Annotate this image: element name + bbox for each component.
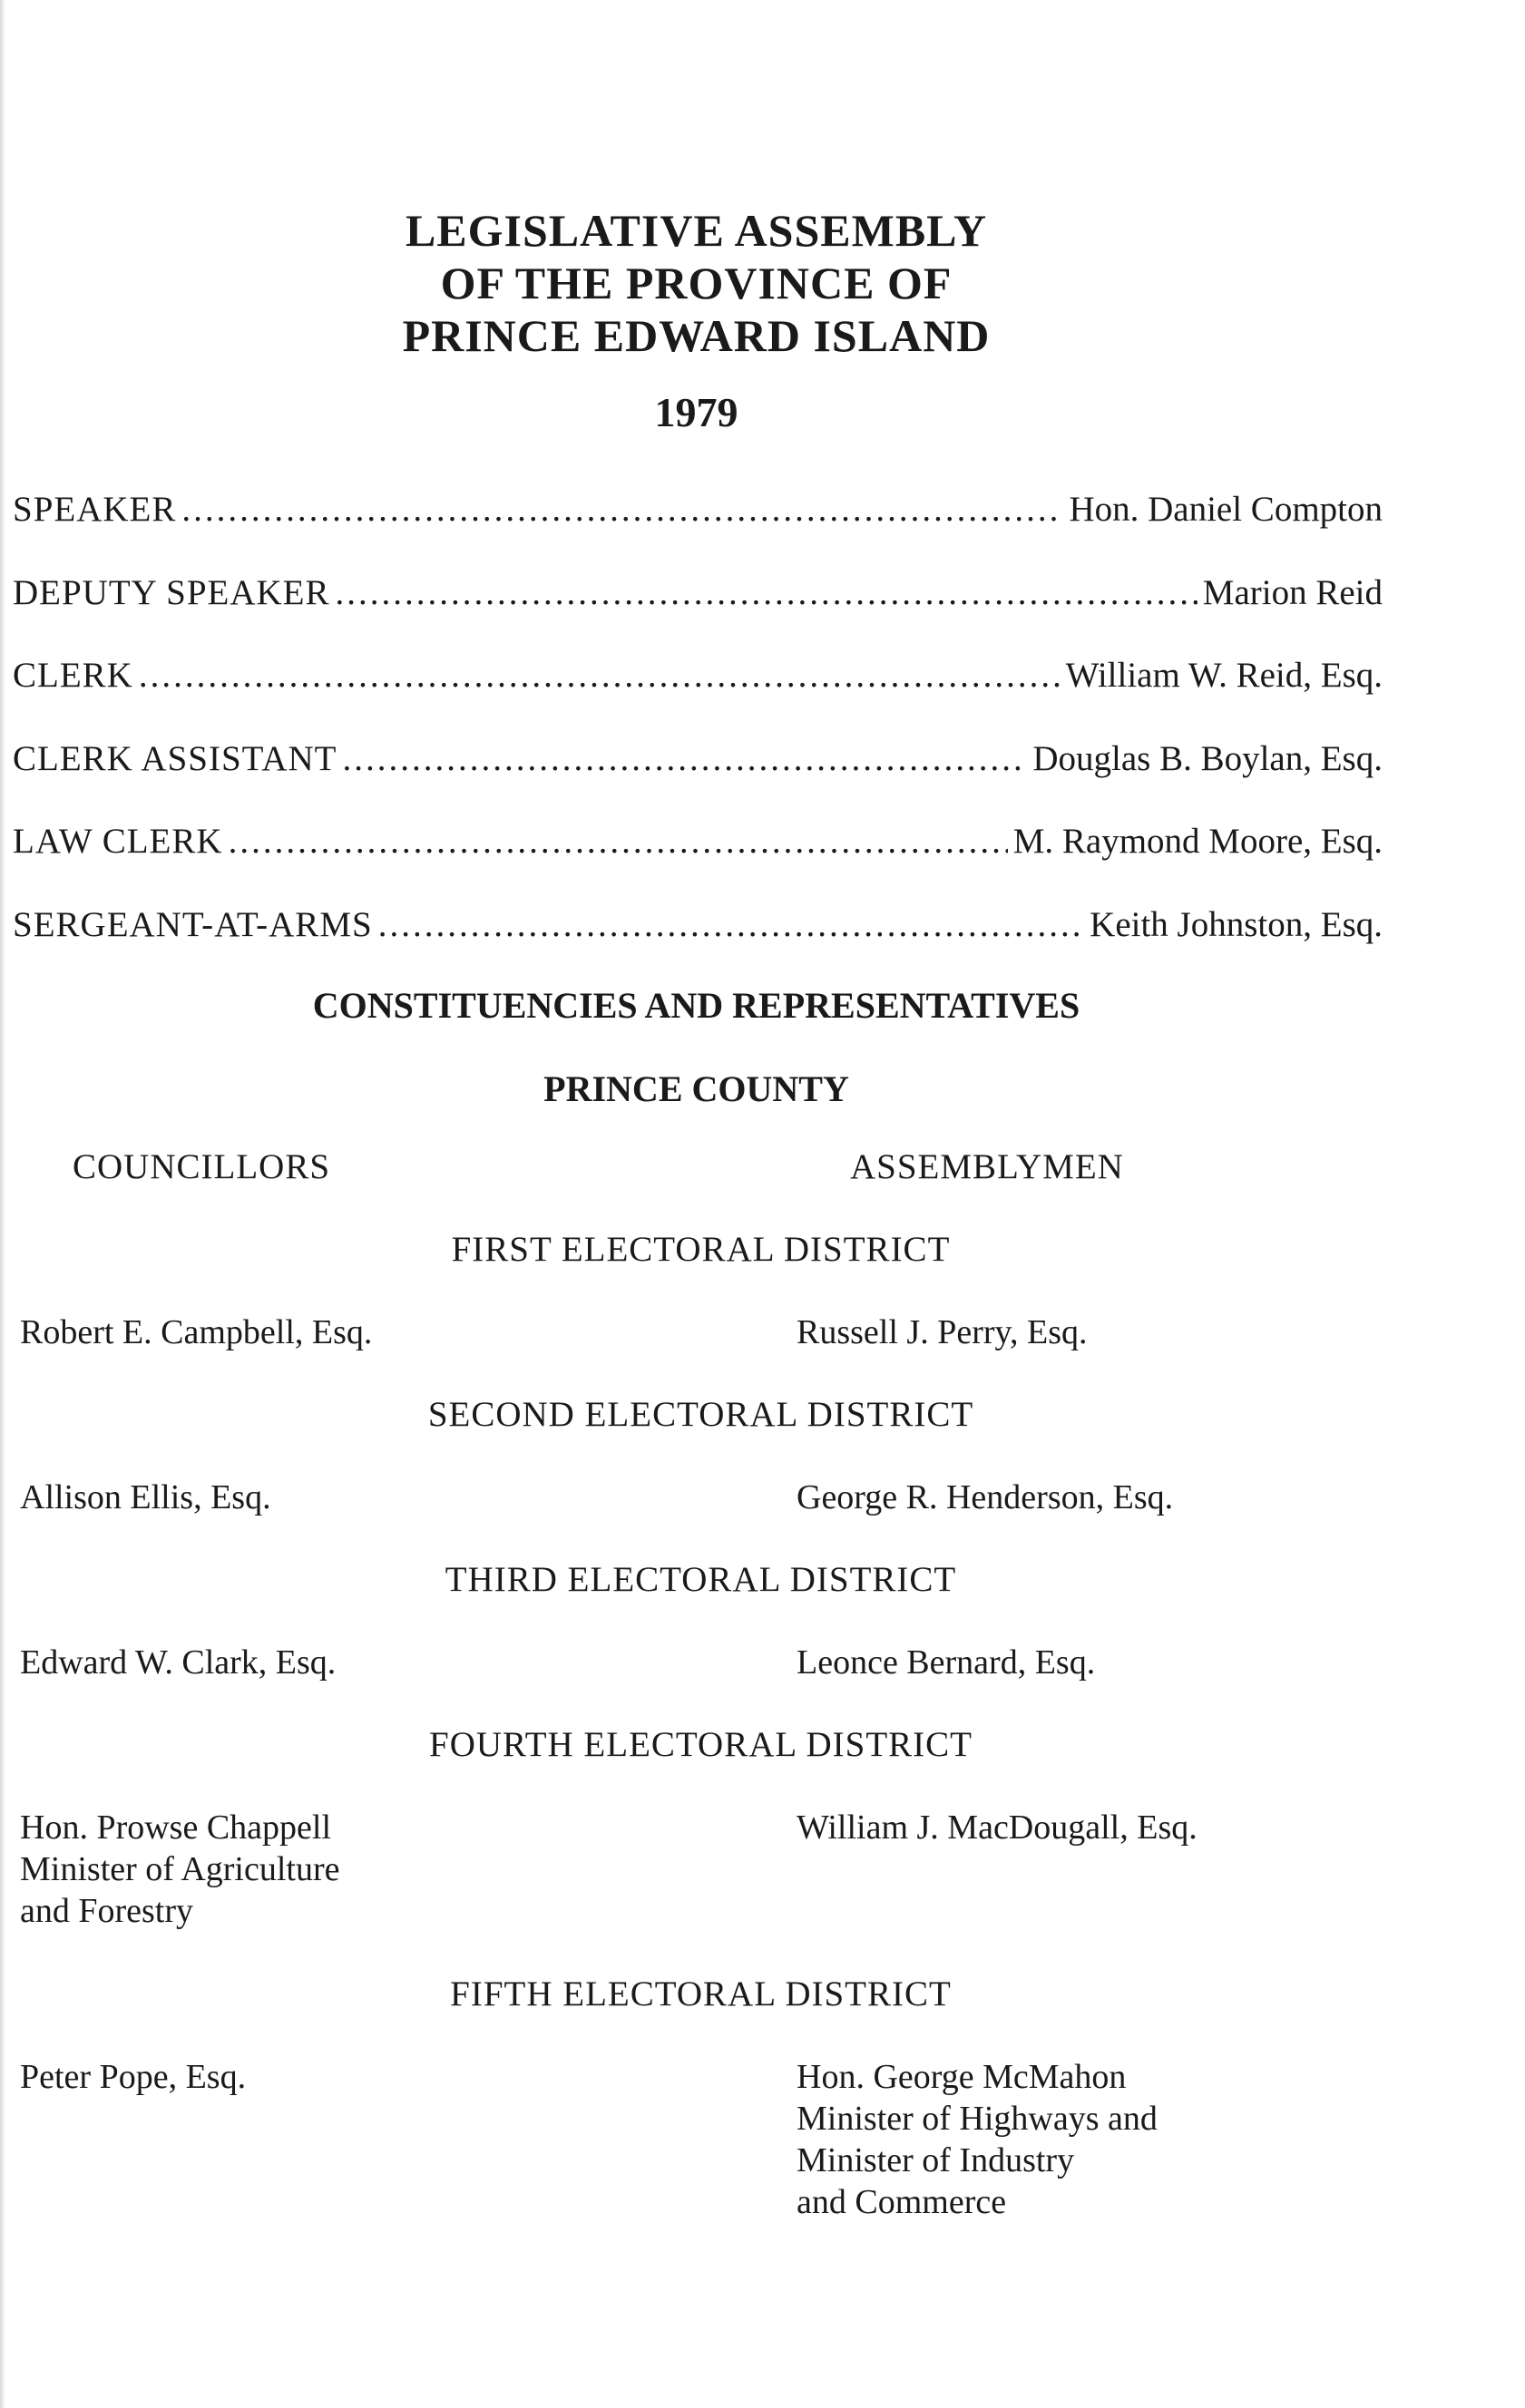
councillors-header: COUNCILLORS [73,1147,331,1186]
document-year: 1979 [654,389,738,435]
column-headers [0,1146,1393,1201]
dot-leader [229,814,1008,869]
assemblyman-entry [797,1807,1198,1848]
councillor-entry [20,1477,271,1518]
assemblyman-line: and Commerce [797,2183,1007,2221]
dot-leader [181,483,1063,537]
assemblymen-header: ASSEMBLYMEN [850,1147,1124,1186]
officer-role: SERGEANT-AT-ARMS [13,904,373,944]
councillor-entry [20,2056,246,2098]
officer-name: M. Raymond Moore, Esq. [1012,822,1383,861]
officer-role: CLERK [13,656,133,695]
councillor-line: Allison Ellis, Esq. [20,1478,271,1516]
officer-row-sergeant-at-arms [13,898,1383,981]
constituencies-heading: CONSTITUENCIES AND REPRESENTATIVES [312,985,1080,1026]
title-line-3: PRINCE EDWARD ISLAND [402,310,991,361]
officer-name: Keith Johnston, Esq. [1090,904,1383,944]
councillor-entry [20,1642,336,1683]
title-line-2: OF THE PROVINCE OF [440,258,953,308]
district-name: FIRST ELECTORAL DISTRICT [451,1230,951,1269]
officer-role: DEPUTY SPEAKER [13,572,330,612]
assemblyman-line: Leonce Bernard, Esq. [797,1643,1096,1682]
officer-name: Douglas B. Boylan, Esq. [1032,738,1383,778]
officer-row-deputy-speaker [13,566,1383,649]
officer-role: SPEAKER [13,490,177,529]
officers-list [13,483,1383,980]
councillor-line: Edward W. Clark, Esq. [20,1643,337,1682]
district-name: FOURTH ELECTORAL DISTRICT [429,1725,973,1764]
officer-row-clerk [13,648,1383,732]
assemblyman-line: Hon. George McMahon [797,2058,1127,2096]
officer-name: Marion Reid [1202,572,1383,612]
officer-role: LAW CLERK [13,822,223,861]
councillor-entry [20,1311,372,1353]
district-name: FIFTH ELECTORAL DISTRICT [450,1974,952,2013]
assemblyman-entry [797,2056,1158,2223]
assemblyman-entry [797,1477,1173,1518]
district-name: THIRD ELECTORAL DISTRICT [445,1560,957,1599]
district-name: SECOND ELECTORAL DISTRICT [427,1395,974,1434]
officer-name: Hon. Daniel Compton [1069,490,1383,529]
officer-row-clerk-assistant [13,732,1383,815]
officer-name: William W. Reid, Esq. [1065,656,1383,695]
dot-leader [139,648,1061,703]
county-heading: PRINCE COUNTY [543,1068,849,1109]
assemblyman-line: William J. MacDougall, Esq. [797,1808,1198,1847]
officer-role: CLERK ASSISTANT [13,738,337,778]
dot-leader [378,898,1084,952]
document-title [0,204,1393,362]
councillor-line: Minister of Agriculture [20,1850,340,1888]
councillor-line: and Forestry [20,1892,194,1930]
assemblyman-entry [797,1311,1088,1353]
councillor-line: Hon. Prowse Chappell [20,1808,332,1847]
officer-row-speaker [13,483,1383,566]
dot-leader [343,732,1028,786]
officer-row-law-clerk [13,814,1383,898]
title-line-1: LEGISLATIVE ASSEMBLY [405,205,988,256]
councillor-entry [20,1807,339,1932]
assemblyman-entry [797,1642,1095,1683]
assemblyman-line: George R. Henderson, Esq. [797,1478,1174,1516]
assemblyman-line: Minister of Industry [797,2141,1075,2179]
councillor-line: Peter Pope, Esq. [20,2058,247,2096]
assemblyman-line: Minister of Highways and [797,2100,1158,2138]
assemblyman-line: Russell J. Perry, Esq. [797,1313,1088,1351]
dot-leader [336,566,1198,620]
councillor-line: Robert E. Campbell, Esq. [20,1313,373,1351]
